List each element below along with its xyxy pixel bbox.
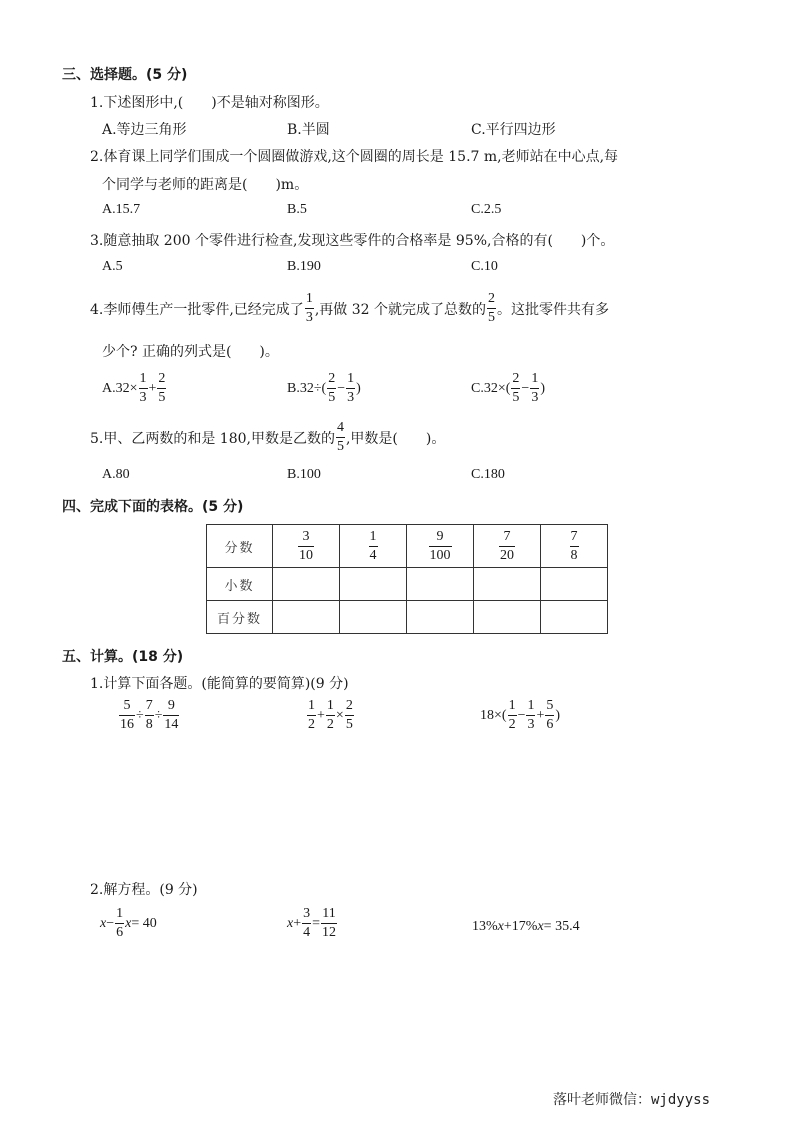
- percent-answer-cell[interactable]: [273, 601, 340, 634]
- q5-option-a: A.80: [102, 467, 130, 482]
- row-label-percent: 百分数: [207, 601, 273, 634]
- q4-fraction-1: $\frac{1}{3}$: [305, 291, 313, 325]
- section3-title: 三、选择题。(5 分): [62, 67, 188, 83]
- calc-expression-1: $\frac{5}{16}$ ÷ $\frac{7}{8}$ ÷ $\frac{9}{14}$: [120, 698, 179, 732]
- percent-answer-cell[interactable]: [474, 601, 541, 634]
- equation-2: x + $\frac{3}{4}$ = $\frac{11}{12}$: [287, 906, 337, 940]
- q3-option-a: A.5: [102, 259, 123, 274]
- question-4-line2: 少个? 正确的列式是( )。: [102, 344, 279, 360]
- section4-title: 四、完成下面的表格。(5 分): [62, 499, 244, 515]
- q1-option-c: C.平行四边形: [471, 122, 556, 138]
- percent-answer-cell[interactable]: [407, 601, 474, 634]
- q1-option-a: A.等边三角形: [102, 122, 187, 138]
- q4-option-c: C.32×( $\frac{2}{5}$ − $\frac{1}{3}$ ): [471, 371, 545, 405]
- calc-subsection-title: 1.计算下面各题。(能简算的要简算)(9 分): [90, 676, 349, 692]
- decimal-answer-cell[interactable]: [541, 568, 608, 601]
- table-row-percent: [207, 601, 608, 634]
- decimal-answer-cell[interactable]: [474, 568, 541, 601]
- q4-option-a: A.32× $\frac{1}{3}$ + $\frac{2}{5}$: [102, 371, 166, 405]
- row-label-fraction: 分数: [207, 525, 273, 568]
- equation-subsection-title: 2.解方程。(9 分): [90, 882, 198, 898]
- table-row-fraction: [207, 525, 608, 568]
- fraction-cell: $\frac{3}{10}$: [273, 525, 340, 568]
- fraction-cell: $\frac{7}{8}$: [541, 525, 608, 568]
- question-2-line2: 个同学与老师的距离是( )m。: [102, 177, 309, 193]
- row-label-decimal: 小数: [207, 568, 273, 601]
- conversion-table: [206, 524, 608, 634]
- fraction-cell: $\frac{9}{100}$: [407, 525, 474, 568]
- question-3: 3.随意抽取 200 个零件进行检查,发现这些零件的合格率是 95%,合格的有( )个。: [90, 233, 615, 249]
- q3-option-c: C.10: [471, 259, 498, 274]
- q1-option-b: B.半圆: [287, 122, 330, 138]
- decimal-answer-cell[interactable]: [273, 568, 340, 601]
- calc-expression-3: 18×( $\frac{1}{2}$ − $\frac{1}{3}$ + $\frac{5}{6}$ ): [480, 698, 561, 732]
- footer-watermark: 落叶老师微信：wjdyyss: [553, 1092, 711, 1108]
- table-row-decimal: [207, 568, 608, 601]
- fraction-cell: $\frac{7}{20}$: [474, 525, 541, 568]
- question-2-line1: 2.体育课上同学们围成一个圆圈做游戏,这个圆圈的周长是 15.7 m,老师站在中心点,每: [90, 149, 619, 165]
- equation-1: x − $\frac{1}{6}$ x = 40: [100, 906, 157, 940]
- q5-option-b: B.100: [287, 467, 321, 482]
- q2-option-a: A.15.7: [102, 202, 141, 217]
- q2-option-b: B.5: [287, 202, 307, 217]
- percent-answer-cell[interactable]: [340, 601, 407, 634]
- q3-option-b: B.190: [287, 259, 321, 274]
- q4-text-part1: 4.李师傅生产一批零件,已经完成了: [90, 301, 304, 318]
- q4-option-b: B.32÷( $\frac{2}{5}$ − $\frac{1}{3}$ ): [287, 371, 361, 405]
- q4-text-part2: ,再做 32 个就完成了总数的: [314, 301, 486, 318]
- question-5: 5.甲、乙两数的和是 180,甲数是乙数的 $\frac{4}{5}$ ,甲数是( )。: [90, 420, 446, 454]
- decimal-answer-cell[interactable]: [407, 568, 474, 601]
- decimal-answer-cell[interactable]: [340, 568, 407, 601]
- q5-fraction: $\frac{4}{5}$: [336, 420, 344, 454]
- equation-3: 13%x+17%x= 35.4: [472, 919, 580, 934]
- fraction-cell: $\frac{1}{4}$: [340, 525, 407, 568]
- q2-option-c: C.2.5: [471, 202, 502, 217]
- section5-title: 五、计算。(18 分): [62, 649, 184, 665]
- percent-answer-cell[interactable]: [541, 601, 608, 634]
- q4-text-part3: 。这批零件共有多: [496, 301, 609, 318]
- q4-fraction-2: $\frac{2}{5}$: [487, 291, 495, 325]
- question-1: 1.下述图形中,( )不是轴对称图形。: [90, 95, 329, 111]
- calc-expression-2: $\frac{1}{2}$ + $\frac{1}{2}$ × $\frac{2}{5}$: [308, 698, 353, 732]
- question-4-line1: [90, 292, 609, 325]
- q5-option-c: C.180: [471, 467, 505, 482]
